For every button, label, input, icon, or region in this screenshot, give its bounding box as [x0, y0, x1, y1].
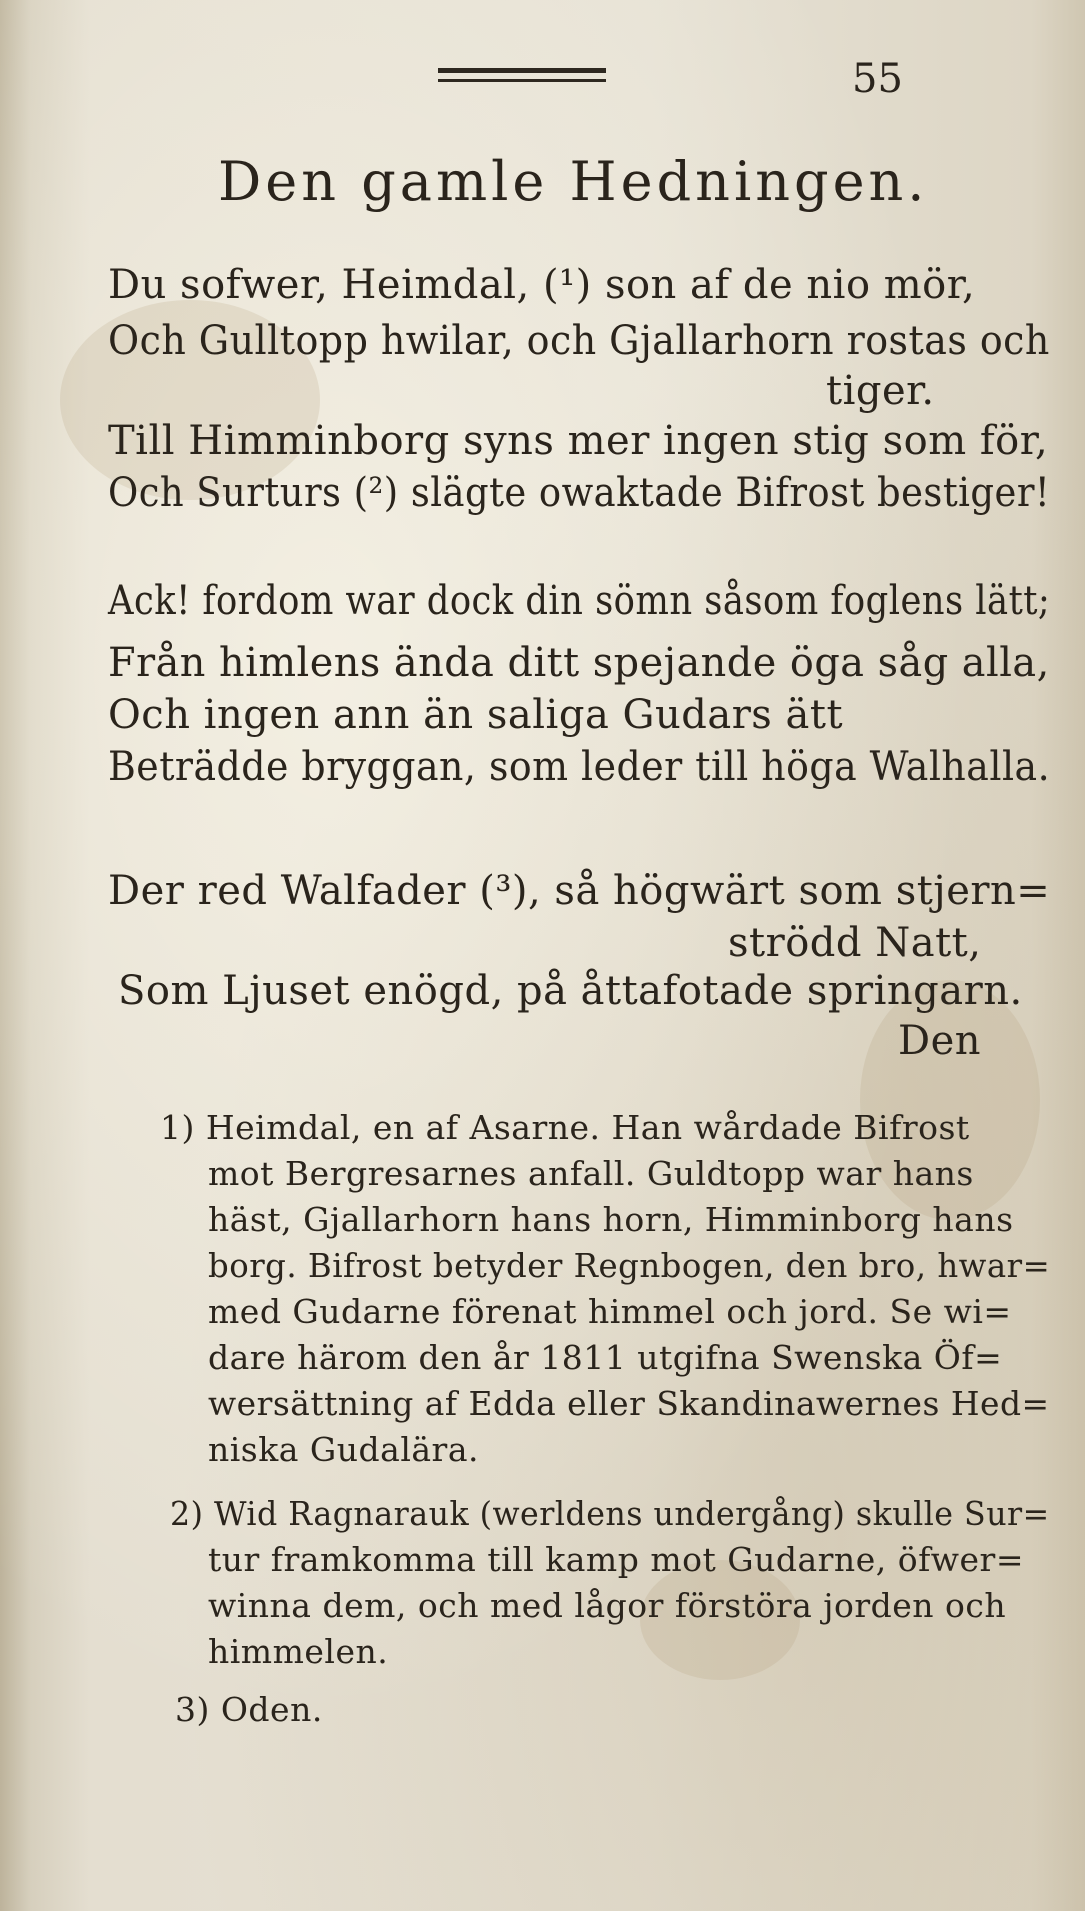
header-rule [438, 68, 606, 82]
poem-title: Den gamle Hedningen. [218, 150, 929, 213]
footnote-line: 1) Heimdal, en af Asarne. Han wårdade Bifrost [160, 1108, 970, 1147]
footnote-line: mot Bergresarnes anfall. Guldtopp war hans [208, 1154, 974, 1193]
footnote-line: borg. Bifrost betyder Regnbogen, den bro, hwar= [208, 1246, 1051, 1285]
poem-line: Der red Walfader (³), så högwärt som stjern= [108, 868, 1051, 914]
poem-line-runover: tiger. [826, 368, 935, 414]
footnote-line: med Gudarne förenat himmel och jord. Se wi= [208, 1292, 1012, 1331]
poem-line: Och Surturs (²) slägte owaktade Bifrost bestiger! [108, 470, 1051, 516]
footnote-line: himmelen. [208, 1632, 389, 1671]
poem-line: Ack! fordom war dock din sömn såsom foglens lätt; [108, 578, 1051, 624]
footnote-line: 2) Wid Ragnarauk (werldens undergång) skulle Sur= [170, 1494, 1050, 1533]
poem-line-text: Du sofwer, Heimdal, (¹) son af de nio mör, [108, 262, 976, 308]
poem-line [108, 262, 975, 308]
poem-line: Beträdde bryggan, som leder till höga Walhalla. [108, 744, 1051, 790]
page-number: 55 [852, 56, 903, 102]
poem-line: Från himlens ända ditt spejande öga såg alla, [108, 640, 1050, 686]
poem-line-runover: strödd Natt, [728, 920, 982, 966]
poem-line: Som Ljuset enögd, på åttafotade springarn. [118, 968, 1023, 1014]
footnote-line: wersättning af Edda eller Skandinawernes Hed= [208, 1384, 1050, 1423]
footnote-line: dare härom den år 1811 utgifna Swenska Öf= [208, 1338, 1003, 1377]
poem-line: Till Himminborg syns mer ingen stig som för, [108, 418, 1049, 464]
footnote-line: 3) Oden. [175, 1690, 323, 1729]
footnote-line: tur framkomma till kamp mot Gudarne, öfwer= [208, 1540, 1024, 1579]
poem-line: Och ingen ann än saliga Gudars ätt [108, 692, 844, 738]
footnote-line: häst, Gjallarhorn hans horn, Himminborg hans [208, 1200, 1014, 1239]
poem-line: Och Gulltopp hwilar, och Gjallarhorn rostas och [108, 318, 1050, 364]
footnote-line: niska Gudalära. [208, 1430, 479, 1469]
footnote-line: winna dem, och med lågor förstöra jorden och [208, 1586, 1007, 1625]
catchword: Den [898, 1018, 982, 1064]
